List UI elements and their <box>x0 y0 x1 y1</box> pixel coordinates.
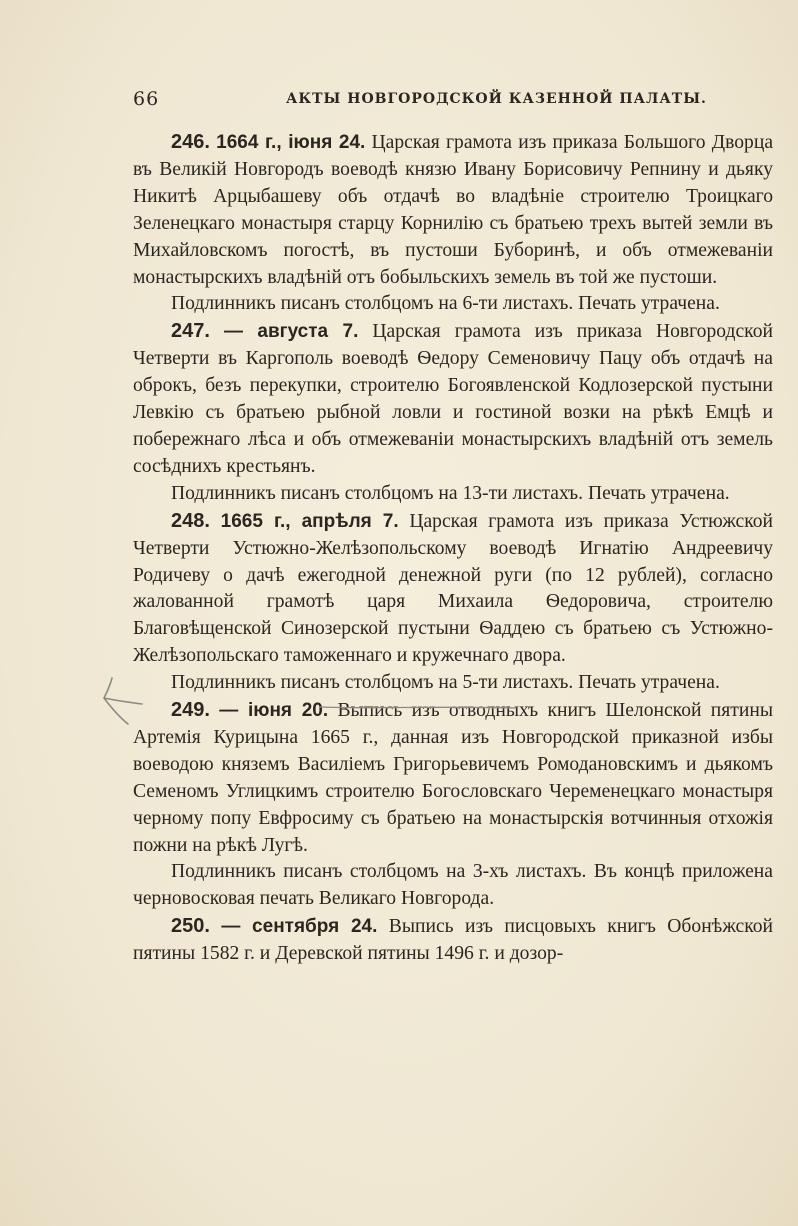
entry-text: Выпись изъ писцовыхъ книгъ Обонѣжской пятины 1582 г. и Деревской пятины 1496 г. и дозор- <box>133 916 774 965</box>
entry-date: — сентября 24. <box>221 916 378 938</box>
page-body <box>133 129 773 968</box>
entry-number: 249. <box>171 699 210 722</box>
entry-246 <box>133 129 773 291</box>
entry-249 <box>133 697 773 859</box>
entry-date: 1665 г., апрѣля 7. <box>220 510 399 532</box>
entry-note: Подлинникъ писанъ столбцомъ на 5-ти листахъ. Печать утрачена. <box>171 672 720 694</box>
entry-date: — іюня 20. <box>219 700 329 722</box>
entry-number: 250. <box>171 915 210 938</box>
entry-250 <box>133 913 773 968</box>
entry-248 <box>133 508 773 670</box>
entry-note: Подлинникъ писанъ столбцомъ на 6-ти листахъ. Печать утрачена. <box>171 293 720 315</box>
page-number: 66 <box>133 88 160 110</box>
entry-date: 1664 г., іюня 24. <box>216 132 366 153</box>
entry-date: — августа 7. <box>223 321 359 343</box>
entry-number: 246. <box>171 131 210 153</box>
entry-247 <box>133 318 773 480</box>
entry-text: Царская грамота изъ приказа Новгородской Четверти въ Каргополь воеводѣ Ѳедору Семеновичу Пацу объ отдачѣ на оброкъ, безъ перекупки, строителю Богоявленской Кодлозерской пустыни Левкію съ братьею рыбной ловли и гостиной возки на рѣкѣ Емцѣ и побережнаго лѣса и объ отмежеваніи монастырскихъ владѣній отъ земель сосѣднихъ крестьянъ. <box>133 321 773 477</box>
entry-note: Подлинникъ писанъ столбцомъ на 3-хъ листахъ. Въ концѣ приложена черновосковая печать Великаго Новгорода. <box>133 861 773 910</box>
pencil-underline <box>318 700 518 712</box>
pencil-check-mark <box>98 672 148 732</box>
entry-number: 247. <box>171 320 210 343</box>
entry-number: 248. <box>171 509 210 532</box>
running-title: АКТЫ НОВГОРОДСКОЙ КАЗЕННОЙ ПАЛАТЫ. <box>286 91 707 107</box>
entry-text: Выпись изъ отводныхъ книгъ Шелонской пятины Артемія Курицына 1665 г., данная изъ Новгородской приказной избы воеводою княземъ Василіемъ Григорьевичемъ Ромодановскимъ и дьякомъ Семеномъ Углицкимъ строителю Богословскаго Череменецкаго монастыря черному попу Евфросиму съ братьею на монастырскія вотчинныя отхожія пожни на рѣкѣ Лугѣ. <box>133 700 773 856</box>
entry-text: Царская грамота изъ приказа Устюжской Четверти Устюжно-Желѣзопольскому воеводѣ Игнатію Андреевичу Родичеву о дачѣ ежегодной денежной руги (по 12 рублей), согласно жалованной грамотѣ царя Михаила Ѳедоровича, строителю Благовѣщенской Синозерской пустыни Ѳаддею съ братьею съ Устюжно-Желѣзопольскаго таможеннаго и кружечнаго двора. <box>133 510 774 667</box>
entry-text: Царская грамота изъ приказа Большого Дворца въ Великій Новгородъ воеводѣ князю Ивану Борисовичу Репнину и дьяку Никитѣ Арцыбашеву объ отдачѣ во владѣніе строителю Троицкаго Зеленецкаго монастыря старцу Корнилію съ братьею трехъ вытей земли въ Михайловскомъ погостѣ, въ пустоши Буборинѣ, и объ отмежеваніи монастырскихъ владѣній отъ бобыльскихъ земель въ той же пустоши. <box>133 132 774 288</box>
page-header <box>133 88 773 112</box>
entry-note: Подлинникъ писанъ столбцомъ на 13-ти листахъ. Печать утрачена. <box>171 482 730 504</box>
